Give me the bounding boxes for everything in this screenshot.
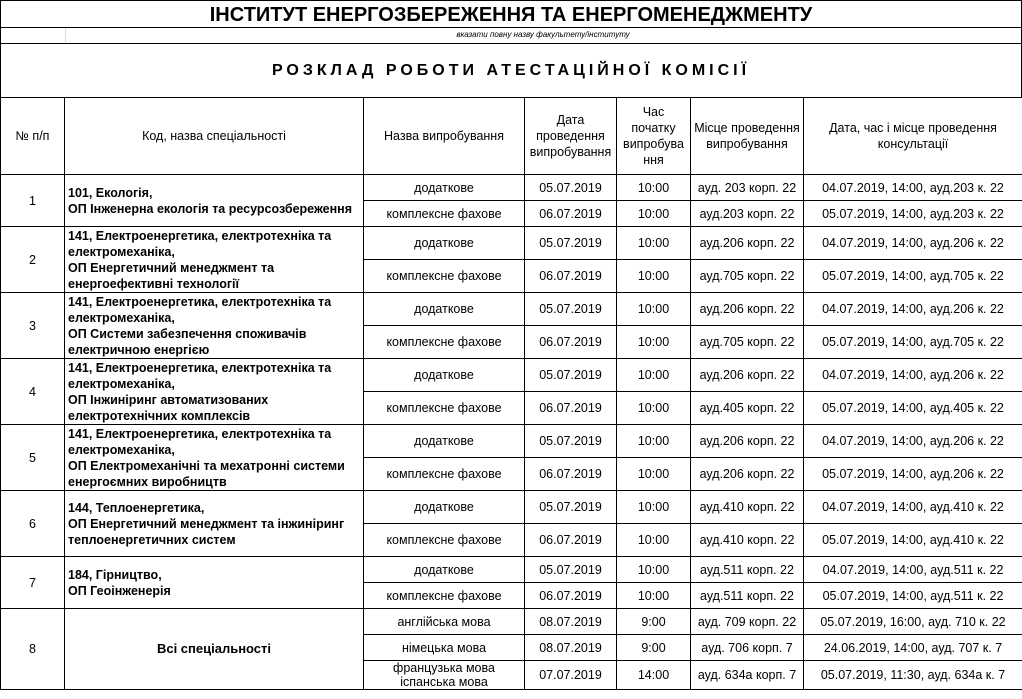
institute-title: ІНСТИТУТ ЕНЕРГОЗБЕРЕЖЕННЯ ТА ЕНЕРГОМЕНЕДЖМЕНТУ bbox=[0, 0, 1022, 28]
specialty-line: Всі спеціальності bbox=[156, 641, 272, 656]
specialty-line: 141, Електроенергетика, електротехніка та електромеханіка, bbox=[68, 294, 332, 325]
row-number: 3 bbox=[1, 293, 65, 359]
specialty-cell bbox=[65, 425, 364, 491]
specialty-line: ОП Геоінженерія bbox=[68, 583, 171, 598]
consult-cell: 05.07.2019, 14:00, ауд.206 к. 22 bbox=[804, 458, 1022, 491]
row-number: 6 bbox=[1, 491, 65, 557]
exam-cell: комплексне фахове bbox=[364, 201, 525, 227]
date-cell: 05.07.2019 bbox=[525, 175, 617, 201]
time-cell: 10:00 bbox=[617, 359, 691, 392]
header-exam: Назва випробування bbox=[364, 98, 525, 175]
time-cell: 9:00 bbox=[617, 609, 691, 635]
exam-cell: німецька мова bbox=[364, 635, 525, 661]
place-cell: ауд.405 корп. 22 bbox=[691, 392, 804, 425]
specialty-line: 101, Екологія, bbox=[68, 185, 153, 200]
row-number: 5 bbox=[1, 425, 65, 491]
time-cell: 14:00 bbox=[617, 661, 691, 690]
date-cell: 05.07.2019 bbox=[525, 557, 617, 583]
exam-cell: додаткове bbox=[364, 425, 525, 458]
time-cell: 10:00 bbox=[617, 491, 691, 524]
time-cell: 10:00 bbox=[617, 227, 691, 260]
table-row bbox=[1, 175, 1022, 201]
date-cell: 06.07.2019 bbox=[525, 458, 617, 491]
specialty-cell bbox=[65, 227, 364, 293]
time-cell: 10:00 bbox=[617, 425, 691, 458]
consult-cell: 04.07.2019, 14:00, ауд.203 к. 22 bbox=[804, 175, 1022, 201]
header-place: Місце проведення випробування bbox=[691, 98, 804, 175]
consult-cell: 05.07.2019, 14:00, ауд.405 к. 22 bbox=[804, 392, 1022, 425]
consult-cell: 04.07.2019, 14:00, ауд.206 к. 22 bbox=[804, 293, 1022, 326]
schedule-table bbox=[0, 97, 1022, 690]
exam-cell: додаткове bbox=[364, 557, 525, 583]
table-row bbox=[1, 227, 1022, 260]
place-cell: ауд.206 корп. 22 bbox=[691, 425, 804, 458]
row-number: 4 bbox=[1, 359, 65, 425]
date-cell: 07.07.2019 bbox=[525, 661, 617, 690]
place-cell: ауд.206 корп. 22 bbox=[691, 227, 804, 260]
exam-cell: комплексне фахове bbox=[364, 524, 525, 557]
place-cell: ауд.206 корп. 22 bbox=[691, 359, 804, 392]
specialty-cell bbox=[65, 359, 364, 425]
specialty-cell bbox=[65, 293, 364, 359]
date-cell: 08.07.2019 bbox=[525, 609, 617, 635]
time-cell: 10:00 bbox=[617, 583, 691, 609]
institute-note-row bbox=[0, 28, 1022, 44]
consult-cell: 04.07.2019, 14:00, ауд.410 к. 22 bbox=[804, 491, 1022, 524]
header-date: Дата проведення випробування bbox=[525, 98, 617, 175]
date-cell: 06.07.2019 bbox=[525, 524, 617, 557]
time-cell: 10:00 bbox=[617, 201, 691, 227]
row-number: 7 bbox=[1, 557, 65, 609]
note-left-cell bbox=[1, 28, 66, 43]
consult-cell: 05.07.2019, 14:00, ауд.705 к. 22 bbox=[804, 326, 1022, 359]
exam-cell: додаткове bbox=[364, 227, 525, 260]
specialty-line: ОП Інженерна екологія та ресурсозбереження bbox=[68, 201, 352, 216]
exam-cell: комплексне фахове bbox=[364, 392, 525, 425]
specialty-line: 141, Електроенергетика, електротехніка та електромеханіка, bbox=[68, 360, 332, 391]
date-cell: 06.07.2019 bbox=[525, 583, 617, 609]
place-cell: ауд.705 корп. 22 bbox=[691, 260, 804, 293]
specialty-line: ОП Електромеханічні та мехатронні системи енергоємних виробництв bbox=[68, 458, 345, 489]
table-row bbox=[1, 491, 1022, 524]
time-cell: 10:00 bbox=[617, 293, 691, 326]
date-cell: 06.07.2019 bbox=[525, 326, 617, 359]
place-cell: ауд.705 корп. 22 bbox=[691, 326, 804, 359]
table-row bbox=[1, 609, 1022, 635]
date-cell: 06.07.2019 bbox=[525, 201, 617, 227]
header-num: № п/п bbox=[1, 98, 65, 175]
header-specialty: Код, назва спеціальності bbox=[65, 98, 364, 175]
specialty-line: ОП Енергетичний менеджмент та інжиніринг теплоенергетичних систем bbox=[68, 516, 345, 547]
row-number: 8 bbox=[1, 609, 65, 690]
exam-cell: додаткове bbox=[364, 359, 525, 392]
exam-cell: комплексне фахове bbox=[364, 458, 525, 491]
exam-cell: французька мова іспанська мова bbox=[364, 661, 525, 690]
exam-cell: комплексне фахове bbox=[364, 583, 525, 609]
time-cell: 10:00 bbox=[617, 260, 691, 293]
specialty-line: ОП Інжиніринг автоматизованих електротехнічних комплексів bbox=[68, 392, 269, 423]
specialty-line: 141, Електроенергетика, електротехніка та електромеханіка, bbox=[68, 228, 332, 259]
specialty-line: 141, Електроенергетика, електротехніка та електромеханіка, bbox=[68, 426, 332, 457]
time-cell: 10:00 bbox=[617, 326, 691, 359]
table-row bbox=[1, 359, 1022, 392]
consult-cell: 05.07.2019, 11:30, ауд. 634а к. 7 bbox=[804, 661, 1022, 690]
date-cell: 05.07.2019 bbox=[525, 293, 617, 326]
time-cell: 10:00 bbox=[617, 175, 691, 201]
time-cell: 9:00 bbox=[617, 635, 691, 661]
table-row bbox=[1, 557, 1022, 583]
consult-cell: 04.07.2019, 14:00, ауд.206 к. 22 bbox=[804, 359, 1022, 392]
time-cell: 10:00 bbox=[617, 524, 691, 557]
header-time: Час початку випробува ння bbox=[617, 98, 691, 175]
date-cell: 08.07.2019 bbox=[525, 635, 617, 661]
place-cell: ауд. 634а корп. 7 bbox=[691, 661, 804, 690]
specialty-line: 184, Гірництво, bbox=[68, 567, 162, 582]
institute-note: вказати повну назву факультету/інституту bbox=[456, 30, 630, 39]
date-cell: 05.07.2019 bbox=[525, 491, 617, 524]
consult-cell: 04.07.2019, 14:00, ауд.511 к. 22 bbox=[804, 557, 1022, 583]
exam-cell: комплексне фахове bbox=[364, 260, 525, 293]
place-cell: ауд.206 корп. 22 bbox=[691, 293, 804, 326]
place-cell: ауд.203 корп. 22 bbox=[691, 201, 804, 227]
time-cell: 10:00 bbox=[617, 557, 691, 583]
date-cell: 06.07.2019 bbox=[525, 260, 617, 293]
consult-cell: 05.07.2019, 14:00, ауд.705 к. 22 bbox=[804, 260, 1022, 293]
place-cell: ауд. 203 корп. 22 bbox=[691, 175, 804, 201]
consult-cell: 04.07.2019, 14:00, ауд.206 к. 22 bbox=[804, 425, 1022, 458]
date-cell: 06.07.2019 bbox=[525, 392, 617, 425]
exam-cell: додаткове bbox=[364, 293, 525, 326]
consult-cell: 04.07.2019, 14:00, ауд.206 к. 22 bbox=[804, 227, 1022, 260]
place-cell: ауд. 709 корп. 22 bbox=[691, 609, 804, 635]
specialty-cell bbox=[65, 491, 364, 557]
exam-cell: англійська мова bbox=[364, 609, 525, 635]
date-cell: 05.07.2019 bbox=[525, 227, 617, 260]
date-cell: 05.07.2019 bbox=[525, 359, 617, 392]
table-header-row bbox=[1, 98, 1022, 175]
place-cell: ауд.511 корп. 22 bbox=[691, 557, 804, 583]
place-cell: ауд.511 корп. 22 bbox=[691, 583, 804, 609]
specialty-cell bbox=[65, 557, 364, 609]
place-cell: ауд. 706 корп. 7 bbox=[691, 635, 804, 661]
schedule-title: РОЗКЛАД РОБОТИ АТЕСТАЦІЙНОЇ КОМІСІЇ bbox=[0, 44, 1022, 98]
place-cell: ауд.410 корп. 22 bbox=[691, 524, 804, 557]
row-number: 2 bbox=[1, 227, 65, 293]
place-cell: ауд.206 корп. 22 bbox=[691, 458, 804, 491]
exam-cell: додаткове bbox=[364, 491, 525, 524]
exam-cell: додаткове bbox=[364, 175, 525, 201]
time-cell: 10:00 bbox=[617, 458, 691, 491]
consult-cell: 05.07.2019, 16:00, ауд. 710 к. 22 bbox=[804, 609, 1022, 635]
exam-cell: комплексне фахове bbox=[364, 326, 525, 359]
consult-cell: 05.07.2019, 14:00, ауд.203 к. 22 bbox=[804, 201, 1022, 227]
specialty-cell bbox=[65, 609, 364, 690]
table-row bbox=[1, 293, 1022, 326]
consult-cell: 24.06.2019, 14:00, ауд. 707 к. 7 bbox=[804, 635, 1022, 661]
place-cell: ауд.410 корп. 22 bbox=[691, 491, 804, 524]
table-body bbox=[1, 175, 1022, 690]
time-cell: 10:00 bbox=[617, 392, 691, 425]
consult-cell: 05.07.2019, 14:00, ауд.511 к. 22 bbox=[804, 583, 1022, 609]
specialty-cell bbox=[65, 175, 364, 227]
consult-cell: 05.07.2019, 14:00, ауд.410 к. 22 bbox=[804, 524, 1022, 557]
date-cell: 05.07.2019 bbox=[525, 425, 617, 458]
specialty-line: ОП Енергетичний менеджмент та енергоефективні технології bbox=[68, 260, 275, 291]
table-row bbox=[1, 425, 1022, 458]
row-number: 1 bbox=[1, 175, 65, 227]
specialty-line: 144, Теплоенергетика, bbox=[68, 500, 205, 515]
header-consult: Дата, час і місце проведення консультації bbox=[804, 98, 1022, 175]
specialty-line: ОП Системи забезпечення споживачів електричною енергією bbox=[68, 326, 307, 357]
